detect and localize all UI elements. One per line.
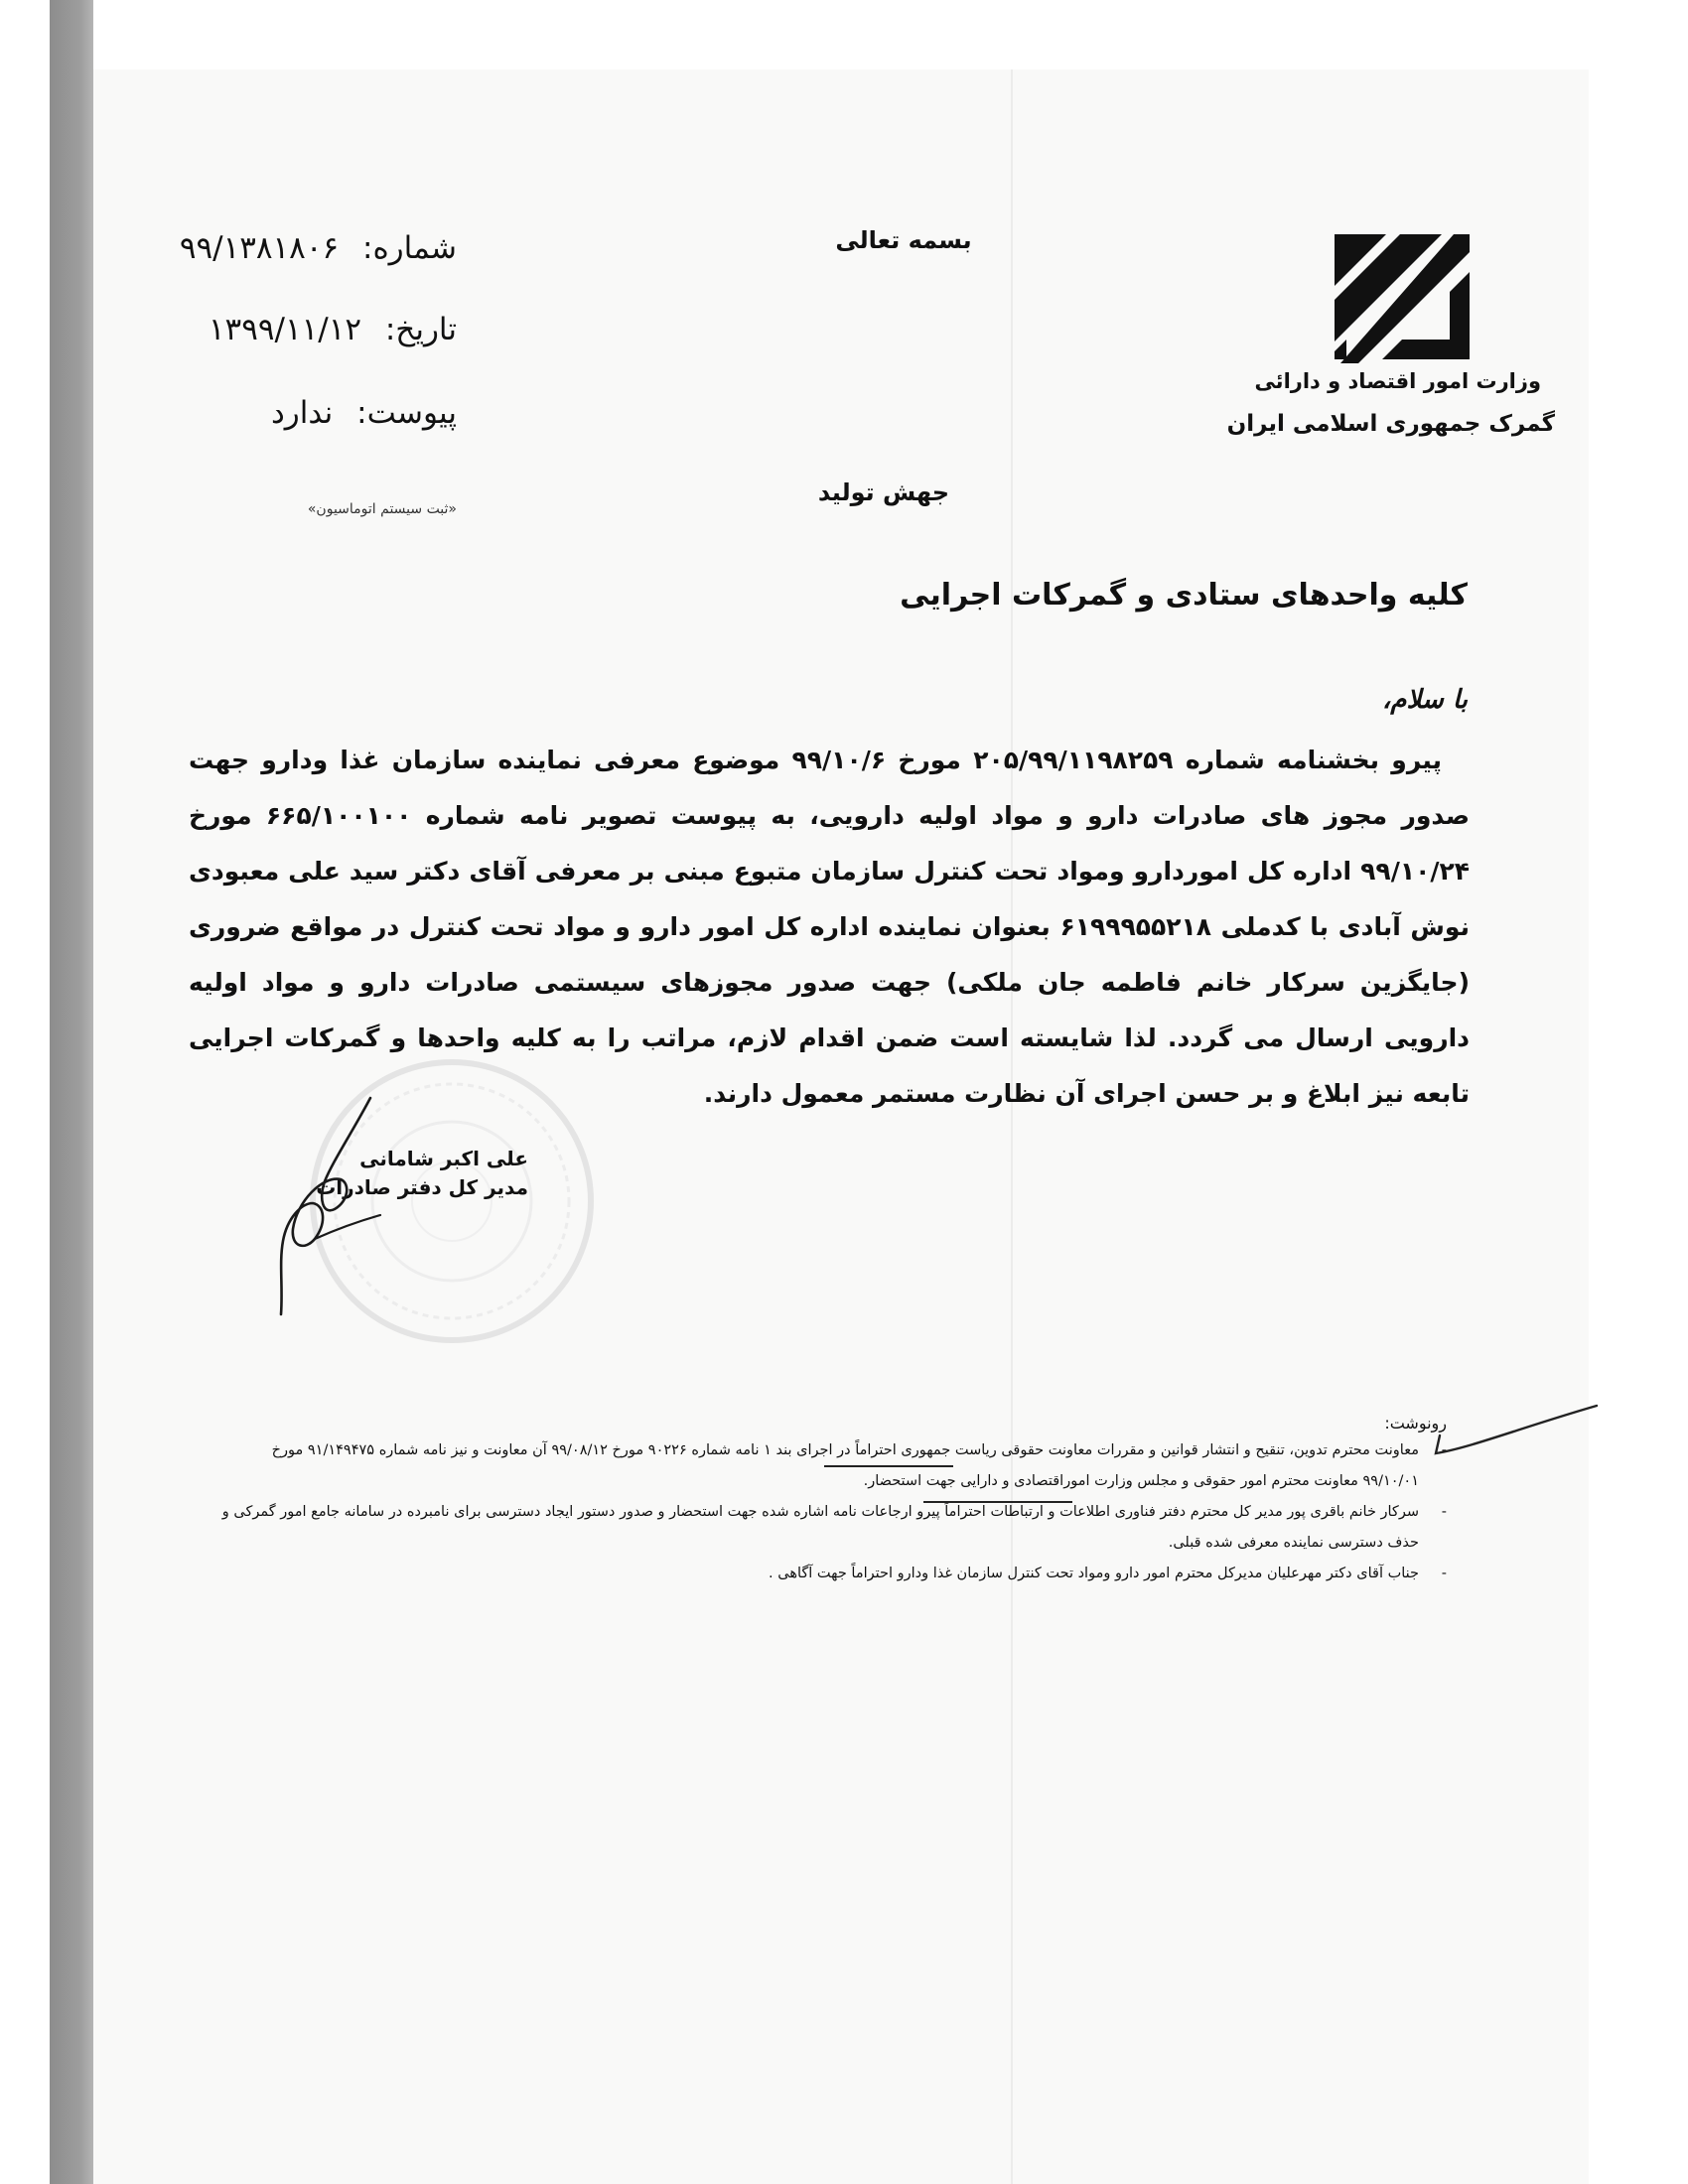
letter-attachment [271, 395, 457, 431]
cc-heading: رونوشت: [1384, 1414, 1447, 1433]
cc-item [215, 1559, 1447, 1589]
cc-handwritten-underline [824, 1465, 953, 1467]
paper-fold-line [1011, 69, 1013, 2184]
letter-date-label: تاریخ: [384, 312, 457, 347]
letter-body: پیرو بخشنامه شماره ۲۰۵/۹۹/۱۱۹۸۲۵۹ مورخ ۹۹/۱۰/۶ موضوع معرفی نماینده سازمان غذا ودارو جهت صدور مجوز های صادرات دارو و مواد اولیه دارویی، به پیوست تصویر نامه شماره ۶۶۵/۱۰۰۱۰۰ مورخ ۹۹/۱۰/۲۴ اداره کل اموردارو ومواد تحت کنترل سازمان متبوع مبنی بر معرفی آقای دکتر سید علی معبودی نوش آبادی با کدملی ۶۱۹۹۹۵۵۲۱۸ بعنوان نماینده اداره کل امور دارو و مواد تحت کنترل در مواقع ضروری (جایگزین سرکار خانم فاطمه جان ملکی) جهت صدور مجوزهای سیستمی صادرات دارو و مواد اولیه دارویی ارسال می گردد. لذا شایسته است ضمن اقدام لازم، مراتب را به کلیه واحدها و گمرکات اجرایی تابعه نیز ابلاغ و بر حسن اجرای آن نظارت مستمر معمول دارند. [189, 746, 1471, 1108]
cc-item-text: جناب آقای دکتر مهرعلیان مدیرکل محترم امور دارو ومواد تحت کنترل سازمان غذا ودارو احتراماً جهت آگاهی . [769, 1566, 1419, 1581]
letter-number-value: ۹۹/۱۳۸۱۸۰۶ [179, 230, 340, 266]
organization-name: گمرک جمهوری اسلامی ایران [1226, 411, 1555, 437]
letter-date-value: ۱۳۹۹/۱۱/۱۲ [208, 312, 361, 347]
scan-edge-shadow [50, 0, 93, 2184]
cc-item-text: معاونت محترم تدوین، تنقیح و انتشار قوانین و مقررات معاونت حقوقی ریاست جمهوری احتراماً در اجرای بند ۱ نامه شماره ۹۰۲۲۶ مورخ ۹۹/۰۸/۱۲ آن معاونت و نیز نامه شماره ۹۱/۱۴۹۴۷۵ مورخ ۹۹/۱۰/۰۱ معاونت محترم امور حقوقی و مجلس وزارت اموراقتصادی و دارایی جهت استحضار. [271, 1442, 1419, 1489]
cc-check-mark-icon [1432, 1398, 1601, 1467]
customs-logo-icon [1331, 230, 1474, 363]
letter-date [209, 312, 457, 347]
signatory-name: علی اکبر شامانی [359, 1147, 528, 1170]
cc-list [215, 1435, 1447, 1589]
greeting: با سلام، [1382, 685, 1468, 715]
attachment-value: ندارد [270, 395, 334, 431]
signatory-title: مدیر کل دفتر صادرات [316, 1175, 528, 1199]
letter-number [180, 230, 457, 266]
cc-dash: - [1441, 1566, 1447, 1581]
scan-top-margin [93, 0, 1589, 69]
subject-tag: جهش تولید [817, 478, 950, 506]
attachment-label: پیوست: [356, 395, 457, 431]
cc-dash: - [1441, 1504, 1447, 1520]
basmala-heading: بسمه تعالی [835, 226, 972, 254]
recipient: کلیه واحدهای ستادی و گمرکات اجرایی [900, 578, 1468, 613]
letter-number-label: شماره: [362, 230, 457, 266]
ministry-name: وزارت امور اقتصاد و دارائی [1254, 369, 1541, 393]
cc-dash: - [1441, 1442, 1447, 1458]
cc-item-text: سرکار خانم باقری پور مدیر کل محترم دفتر فناوری اطلاعات و ارتباطات احتراماً پیرو ارجاعات نامه اشاره شده جهت استحضار و صدور دستور ایجاد دسترسی برای نامبرده در سامانه جامع امور گمرکی و حذف دسترسی نماینده معرفی شده قبلی. [221, 1504, 1419, 1551]
cc-item [215, 1497, 1447, 1559]
handwritten-signature-icon [253, 1092, 402, 1320]
automation-note: «ثبت سیستم اتوماسیون» [307, 501, 457, 517]
cc-handwritten-underline [923, 1501, 1072, 1503]
